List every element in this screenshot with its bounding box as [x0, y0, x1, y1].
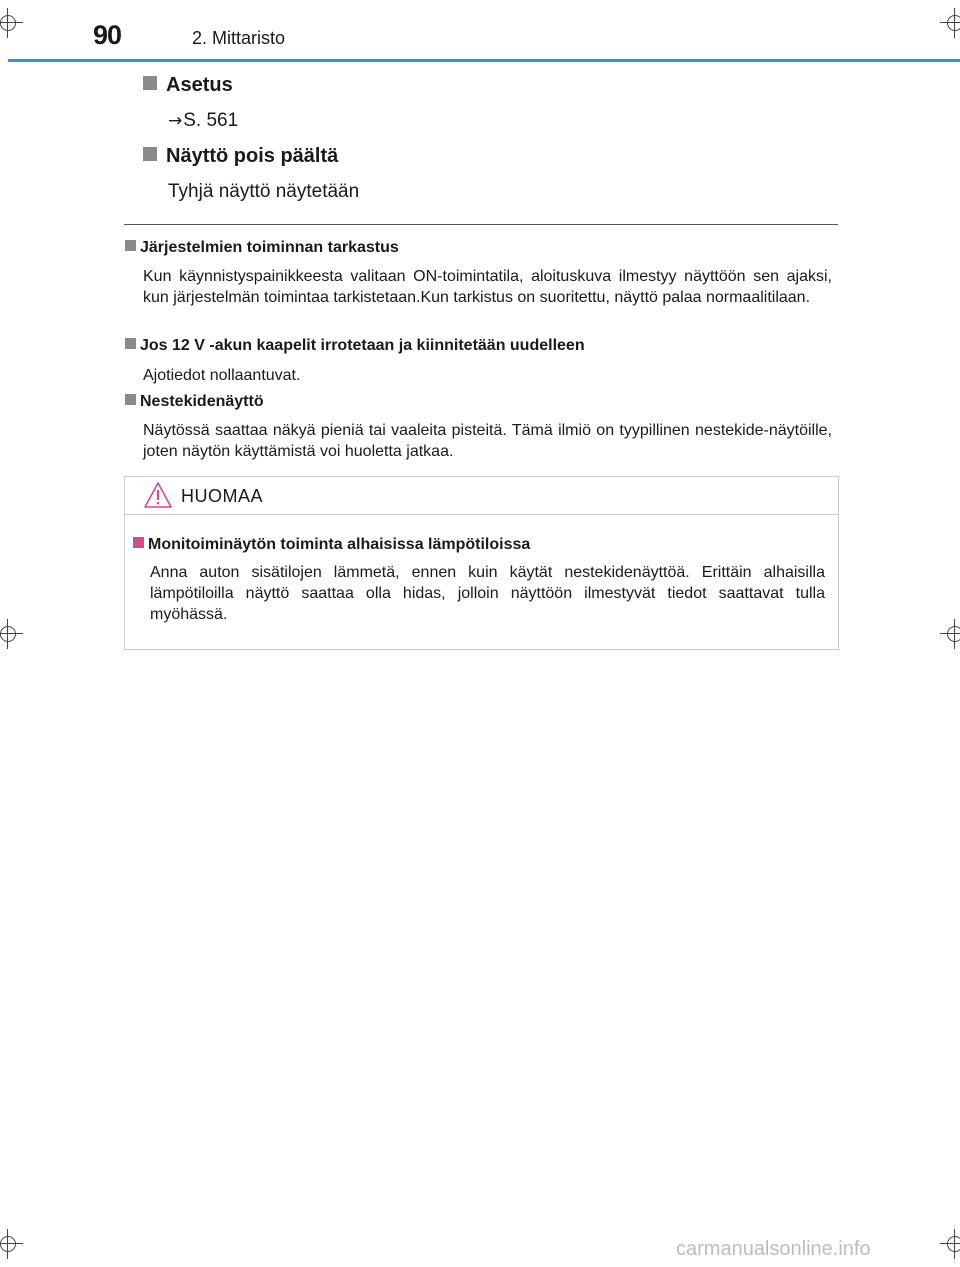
square-bullet-icon — [133, 537, 144, 548]
header-rule — [8, 59, 960, 62]
item-title-text: Näyttö pois päältä — [166, 145, 339, 167]
page-header — [0, 0, 960, 64]
notice-title-text: Monitoiminäytön toiminta alhaisissa lämpötiloissa — [148, 536, 531, 553]
notice-label: HUOMAA — [181, 486, 264, 506]
arrow-right-icon: → — [168, 111, 183, 131]
section-title-akku — [125, 337, 585, 355]
chapter-title: 2. Mittaristo — [192, 28, 286, 48]
square-bullet-icon — [125, 240, 136, 251]
crop-mark-bottom-left — [0, 1229, 23, 1259]
item-title-asetus — [143, 74, 233, 97]
item-title-text: Asetus — [166, 74, 233, 96]
square-bullet-icon — [143, 76, 157, 90]
notice-body: Anna auton sisätilojen lämmetä, ennen kuin käytät nestekidenäyttöä. Erittäin alhaisilla lämpötiloilla näyttö saattaa olla hidas, jolloin näyttöön ilmestyvät tiedot saattavat tulla myöhässä. — [150, 564, 825, 623]
section-title-text: Järjestelmien toiminnan tarkastus — [140, 239, 399, 256]
page-number: 90 — [93, 20, 122, 50]
section-title-nestekide — [125, 393, 264, 411]
warning-triangle-icon — [143, 481, 173, 509]
square-bullet-icon — [143, 147, 157, 161]
crop-mark-mid-right — [940, 619, 960, 649]
notice-header — [125, 477, 838, 515]
section-title-text: Nestekidenäyttö — [140, 393, 264, 410]
section-body-akku: Ajotiedot nollaantuvat. — [143, 367, 301, 384]
page-reference: S. 561 — [183, 110, 239, 131]
square-bullet-icon — [125, 394, 136, 405]
section-title-tarkastus — [125, 239, 399, 257]
square-bullet-icon — [125, 338, 136, 349]
item-body-asetus — [168, 110, 238, 132]
section-body-nestekide: Näytössä saattaa näkyä pieniä tai vaaleita pisteitä. Tämä ilmiö on tyypillinen nestekide-näytöille, joten näytön käyttämistä voi huoletta jatkaa. — [143, 422, 832, 460]
notice-box — [124, 476, 839, 650]
item-body-naytto-pois: Tyhjä näyttö näytetään — [168, 181, 360, 202]
notice-title — [133, 536, 530, 554]
crop-mark-bottom-right — [940, 1229, 960, 1259]
item-title-naytto-pois — [143, 145, 338, 168]
section-title-text: Jos 12 V -akun kaapelit irrotetaan ja kiinnitetään uudelleen — [140, 337, 585, 354]
section-body-tarkastus: Kun käynnistyspainikkeesta valitaan ON-toimintatila, aloituskuva ilmestyy näyttöön sen ajaksi, kun järjestelmän toimintaa tarkistetaan.Kun tarkistus on suoritettu, näyttö palaa normaalitilaan. — [143, 268, 832, 306]
section-divider — [124, 224, 838, 225]
crop-mark-mid-left — [0, 619, 23, 649]
watermark: carmanualsonline.info — [676, 1238, 871, 1260]
